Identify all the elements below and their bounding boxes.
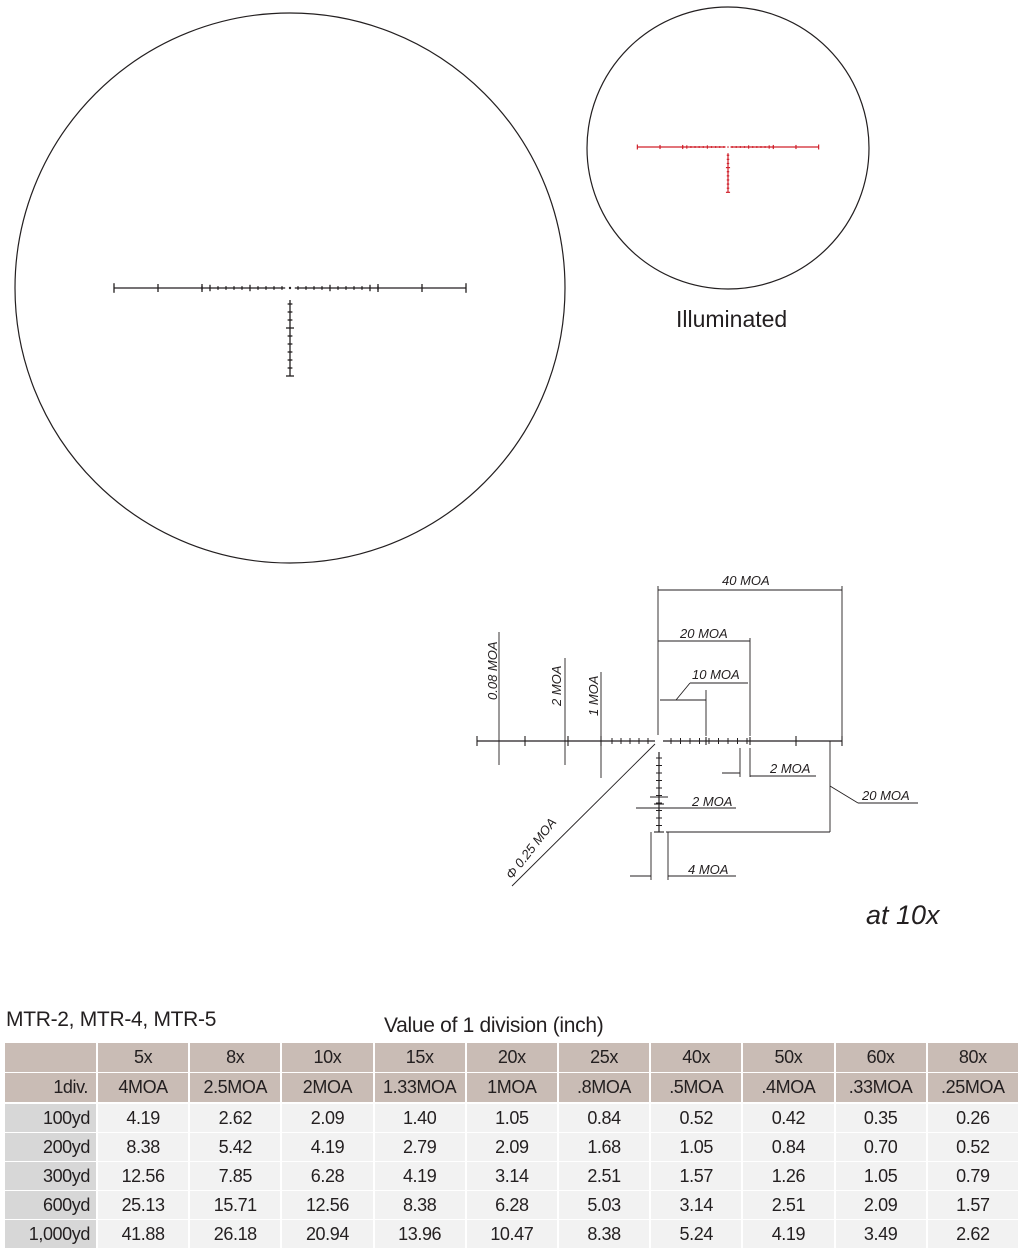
table-cell: 2.09 [835,1191,927,1220]
table-cell: 2.51 [558,1162,650,1191]
dim-dot-diameter: Φ 0.25 MOA [502,815,560,882]
table-cell: 0.79 [927,1162,1019,1191]
table-row [5,1191,1019,1220]
magnification-header: 10x [281,1043,373,1073]
dim-4-moa: 4 MOA [688,862,729,877]
magnification-header: 50x [742,1043,834,1073]
leader-20r [830,786,858,803]
table-cell: 1.26 [742,1162,834,1191]
table-cell: 20.94 [281,1220,373,1249]
division-value: 4MOA [97,1073,189,1104]
range-label: 200yd [5,1133,97,1162]
table-cell: 0.52 [650,1103,742,1133]
table-cell: 1.05 [835,1162,927,1191]
division-value: 1MOA [466,1073,558,1104]
table-cell: 0.35 [835,1103,927,1133]
dim-40-moa: 40 MOA [722,573,770,588]
table-cell: 1.68 [558,1133,650,1162]
table-cell: 8.38 [558,1220,650,1249]
illuminated-label: Illuminated [676,306,788,332]
dim-2-moa-vertical: 2 MOA [549,665,564,706]
division-value: .5MOA [650,1073,742,1104]
division-value: .4MOA [742,1073,834,1104]
range-label: 600yd [5,1191,97,1220]
division-value: 2MOA [281,1073,373,1104]
table-cell: 0.84 [742,1133,834,1162]
magnification-header: 80x [927,1043,1019,1073]
division-row [5,1073,1019,1104]
table-cell: 4.19 [374,1162,466,1191]
division-row-label: 1div. [5,1073,97,1104]
table-cell: 3.14 [466,1162,558,1191]
table-cell: 0.70 [835,1133,927,1162]
table-cell: 4.19 [742,1220,834,1249]
dim-2-moa-post: 2 MOA [692,794,733,809]
table-cell: 8.38 [97,1133,189,1162]
division-value: 2.5MOA [189,1073,281,1104]
table-row [5,1162,1019,1191]
table-cell: 6.28 [466,1191,558,1220]
center-dot [289,287,291,289]
table-cell: 12.56 [97,1162,189,1191]
range-label: 1,000yd [5,1220,97,1249]
table-row [5,1220,1019,1249]
table-cell: 0.26 [927,1103,1019,1133]
center-dot [727,146,729,148]
dim-20-moa-right: 20 MOA [862,788,910,803]
table-cell: 0.42 [742,1103,834,1133]
table-cell: 10.47 [466,1220,558,1249]
table-cell: 25.13 [97,1191,189,1220]
division-value: .33MOA [835,1073,927,1104]
table-cell: 4.19 [97,1103,189,1133]
division-value: 1.33MOA [374,1073,466,1104]
magnification-note: at 10x [866,900,940,930]
magnification-header: 60x [835,1043,927,1073]
table-cell: 1.05 [466,1103,558,1133]
header-corner [5,1043,97,1073]
table-cell: 15.71 [189,1191,281,1220]
table-cell: 2.09 [466,1133,558,1162]
table-cell: 8.38 [374,1191,466,1220]
table-title: Value of 1 division (inch) [384,1014,604,1037]
table-cell: 0.52 [927,1133,1019,1162]
table-cell: 2.79 [374,1133,466,1162]
table-cell: 41.88 [97,1220,189,1249]
table-cell: 1.57 [650,1162,742,1191]
magnification-header-row [5,1043,1019,1073]
dim-0-08-moa: 0.08 MOA [485,641,500,700]
magnification-header: 5x [97,1043,189,1073]
division-value: .25MOA [927,1073,1019,1104]
model-list: MTR-2, MTR-4, MTR-5 [6,1008,217,1031]
table-cell: 2.09 [281,1103,373,1133]
table-cell: 7.85 [189,1162,281,1191]
table-cell: 13.96 [374,1220,466,1249]
table-cell: 5.42 [189,1133,281,1162]
main-reticle [114,283,466,376]
table-cell: 0.84 [558,1103,650,1133]
table-cell: 1.57 [927,1191,1019,1220]
magnification-header: 25x [558,1043,650,1073]
division-value: .8MOA [558,1073,650,1104]
table-cell: 26.18 [189,1220,281,1249]
range-label: 100yd [5,1103,97,1133]
division-value-table [5,1043,1020,1249]
magnification-header: 20x [466,1043,558,1073]
table-cell: 2.62 [927,1220,1019,1249]
table-cell: 3.14 [650,1191,742,1220]
illuminated-reticle-circle [587,7,869,289]
table-cell: 2.62 [189,1103,281,1133]
table-cell: 1.05 [650,1133,742,1162]
magnification-header: 8x [189,1043,281,1073]
table-row [5,1133,1019,1162]
table-cell: 5.24 [650,1220,742,1249]
table-cell: 5.03 [558,1191,650,1220]
table-cell: 1.40 [374,1103,466,1133]
dim-2-moa-horizontal: 2 MOA [770,761,811,776]
table-cell: 6.28 [281,1162,373,1191]
table-cell: 4.19 [281,1133,373,1162]
leader-10 [676,683,690,700]
illuminated-reticle [637,145,818,193]
dim-20-moa-top: 20 MOA [680,626,728,641]
table-cell: 12.56 [281,1191,373,1220]
magnification-header: 15x [374,1043,466,1073]
table-cell: 2.51 [742,1191,834,1220]
leader-dot [512,744,655,886]
range-label: 300yd [5,1162,97,1191]
table-row [5,1103,1019,1133]
dim-10-moa: 10 MOA [692,667,740,682]
magnification-header: 40x [650,1043,742,1073]
table-cell: 3.49 [835,1220,927,1249]
dim-1-moa: 1 MOA [586,675,601,716]
